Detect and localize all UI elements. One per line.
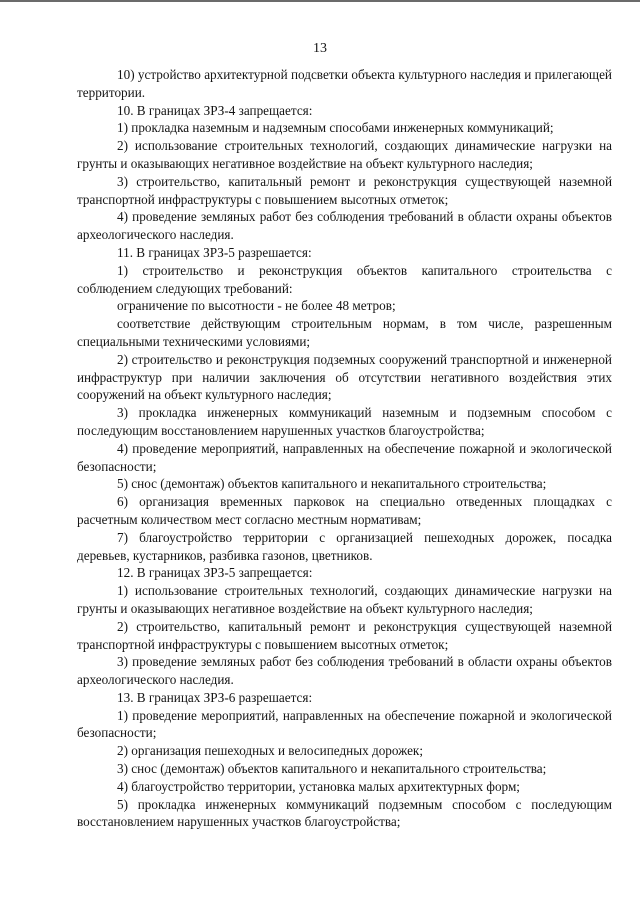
paragraph-21: 13. В границах ЗРЗ-6 разрешается: — [117, 689, 313, 705]
paragraph-14: 5) снос (демонтаж) объектов капитального и некапитального строительства; — [117, 476, 547, 492]
paragraph-5: 3) строительство, капитальный ремонт и реконструкция существующей наземной транспортной инфраструктуры с повышением высотных отметок; — [77, 173, 612, 207]
page-number: 13 — [313, 41, 327, 56]
paragraph-8: 1) строительство и реконструкция объектов капитального строительства с соблюдением следующих требований: — [77, 262, 612, 296]
document-body — [77, 66, 612, 831]
paragraph-1: 10) устройство архитектурной подсветки объекта культурного наследия и прилегающей территории. — [77, 67, 612, 100]
paragraph-10: соответствие действующим строительным нормам, в том числе, разрешенным специальными техническими условиями; — [77, 316, 612, 349]
paragraph-26: 5) прокладка инженерных коммуникаций подземным способом с последующим восстановлением нарушенных участков благоустройства; — [77, 796, 612, 830]
paragraph-17: 12. В границах ЗРЗ-5 запрещается: — [117, 565, 313, 581]
paragraph-2: 10. В границах ЗРЗ-4 запрещается: — [117, 102, 313, 118]
paragraph-9: ограничение по высотности - не более 48 метров; — [117, 298, 396, 314]
paragraph-18: 1) использование строительных технологий, создающих динамические нагрузки на грунты и оказывающих негативное воздействие на объект культурного наследия; — [77, 583, 612, 616]
paragraph-22: 1) проведение мероприятий, направленных на обеспечение пожарной и экологической безопасности; — [77, 707, 612, 741]
paragraph-23: 2) организация пешеходных и велосипедных дорожек; — [117, 743, 424, 759]
paragraph-13: 4) проведение мероприятий, направленных на обеспечение пожарной и экологической безопасности; — [77, 440, 612, 474]
paragraph-25: 4) благоустройство территории, установка малых архитектурных форм; — [117, 778, 520, 794]
paragraph-6: 4) проведение земляных работ без соблюдения требований в области охраны объектов археологического наследия. — [77, 209, 612, 243]
paragraph-11: 2) строительство и реконструкция подземных сооружений транспортной и инженерной инфраструктур при наличии заключения об отсутствии негативного воздействия этих сооружений на объект культурного наследия; — [77, 351, 612, 403]
paragraph-3: 1) прокладка наземным и надземным способами инженерных коммуникаций; — [117, 120, 554, 136]
paragraph-19: 2) строительство, капитальный ремонт и реконструкция существующей наземной транспортной инфраструктуры с повышением высотных отметок; — [77, 618, 612, 652]
paragraph-16: 7) благоустройство территории с организацией пешеходных дорожек, посадка деревьев, кустарников, разбивка газонов, цветников. — [77, 529, 612, 563]
paragraph-20: 3) проведение земляных работ без соблюдения требований в области охраны объектов археологического наследия. — [77, 654, 612, 688]
paragraph-12: 3) прокладка инженерных коммуникаций наземным и подземным способом с последующим восстановлением нарушенных участков благоустройства; — [77, 405, 612, 438]
paragraph-4: 2) использование строительных технологий, создающих динамические нагрузки на грунты и оказывающих негативное воздействие на объект культурного наследия; — [77, 138, 612, 171]
paragraph-7: 11. В границах ЗРЗ-5 разрешается: — [117, 244, 312, 260]
paragraph-15: 6) организация временных парковок на специально отведенных площадках с расчетным количеством мест согласно местным нормативам; — [77, 494, 612, 527]
paragraph-24: 3) снос (демонтаж) объектов капитального и некапитального строительства; — [117, 761, 547, 777]
